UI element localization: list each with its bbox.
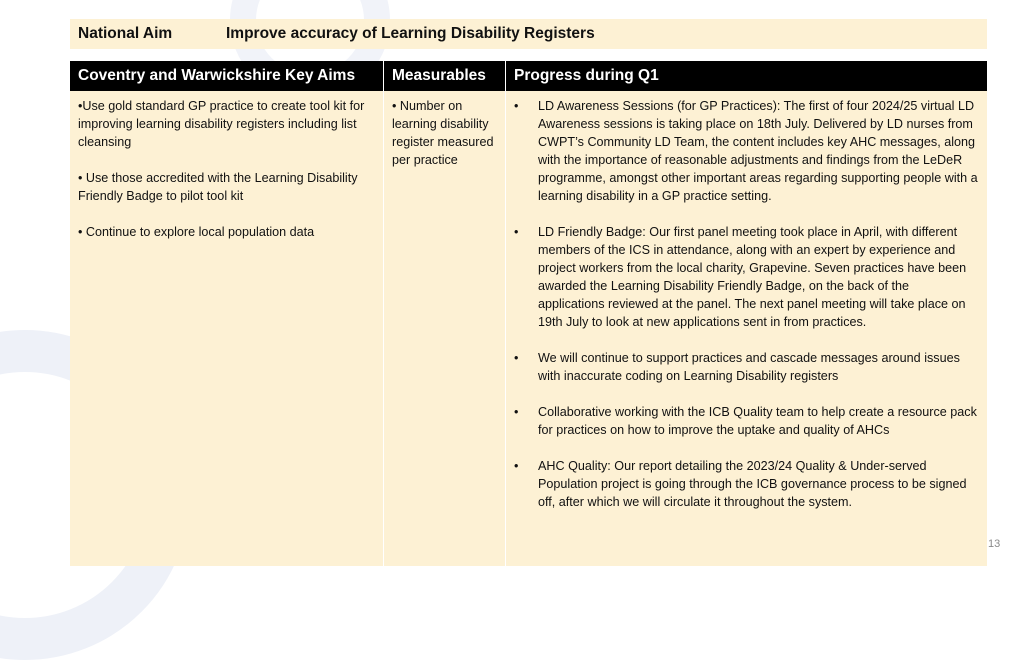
progress-item (514, 349, 979, 385)
header-progress: Progress during Q1 (514, 67, 659, 84)
bullet-icon: • (514, 351, 519, 365)
progress-table (70, 61, 987, 566)
bullet-icon: • (514, 459, 519, 473)
measurables-text: • Number on learning disability register measured per practice (392, 99, 494, 167)
progress-item (514, 403, 979, 439)
key-aims-cell (70, 91, 384, 566)
progress-list (514, 97, 979, 511)
national-aim-label: National Aim (78, 25, 173, 42)
table-header-row (70, 61, 987, 91)
table-body-row (70, 91, 987, 566)
page-number: 13 (988, 538, 1001, 550)
national-aim-value: Improve accuracy of Learning Disability Registers (226, 25, 595, 42)
key-aim-item: • Continue to explore local population data (78, 225, 315, 239)
header-measurables: Measurables (384, 61, 506, 91)
progress-item (514, 223, 979, 331)
progress-text: LD Awareness Sessions (for GP Practices): The first of four 2024/25 virtual LD Awareness sessions is taking place on 18th July. Delivered by LD nurses from CWPT’s Community LD Team, the content includes key AHC messages, along with the importance of reasonable adjustments and findings from the LeDeR programme, amongst other important areas regarding supporting people with a learning disability in a GP practice setting. (538, 99, 978, 203)
progress-cell (506, 91, 987, 566)
measurables-cell (384, 91, 506, 566)
progress-item (514, 97, 979, 205)
bullet-icon: • (514, 99, 519, 113)
progress-text: Collaborative working with the ICB Quality team to help create a resource pack for practices on how to improve the uptake and quality of AHCs (538, 405, 977, 437)
bullet-icon: • (514, 405, 519, 419)
key-aim-item: •Use gold standard GP practice to create tool kit for improving learning disability registers including list cleansing (78, 99, 365, 149)
key-aim-item: • Use those accredited with the Learning Disability Friendly Badge to pilot tool kit (78, 171, 358, 203)
progress-text: AHC Quality: Our report detailing the 2023/24 Quality & Under-served Population project is going through the ICB governance process to be signed off, after which we will circulate it throughout the system. (538, 459, 967, 509)
progress-text: LD Friendly Badge: Our first panel meeting took place in April, with different members of the ICS in attendance, along with an expert by experience and project workers from the local charity, Grapevine. Seven practices have been awarded the Learning Disability Friendly Badge, on the back of the applications reviewed at the panel. The next panel meeting will take place on 19th July to look at new applications sent in from practices. (538, 225, 967, 329)
bullet-icon: • (514, 225, 519, 239)
header-key-aims: Coventry and Warwickshire Key Aims (70, 61, 384, 91)
national-aim-bar (70, 19, 987, 49)
progress-item (514, 457, 979, 511)
progress-text: We will continue to support practices and cascade messages around issues with inaccurate coding on Learning Disability registers (538, 351, 960, 383)
